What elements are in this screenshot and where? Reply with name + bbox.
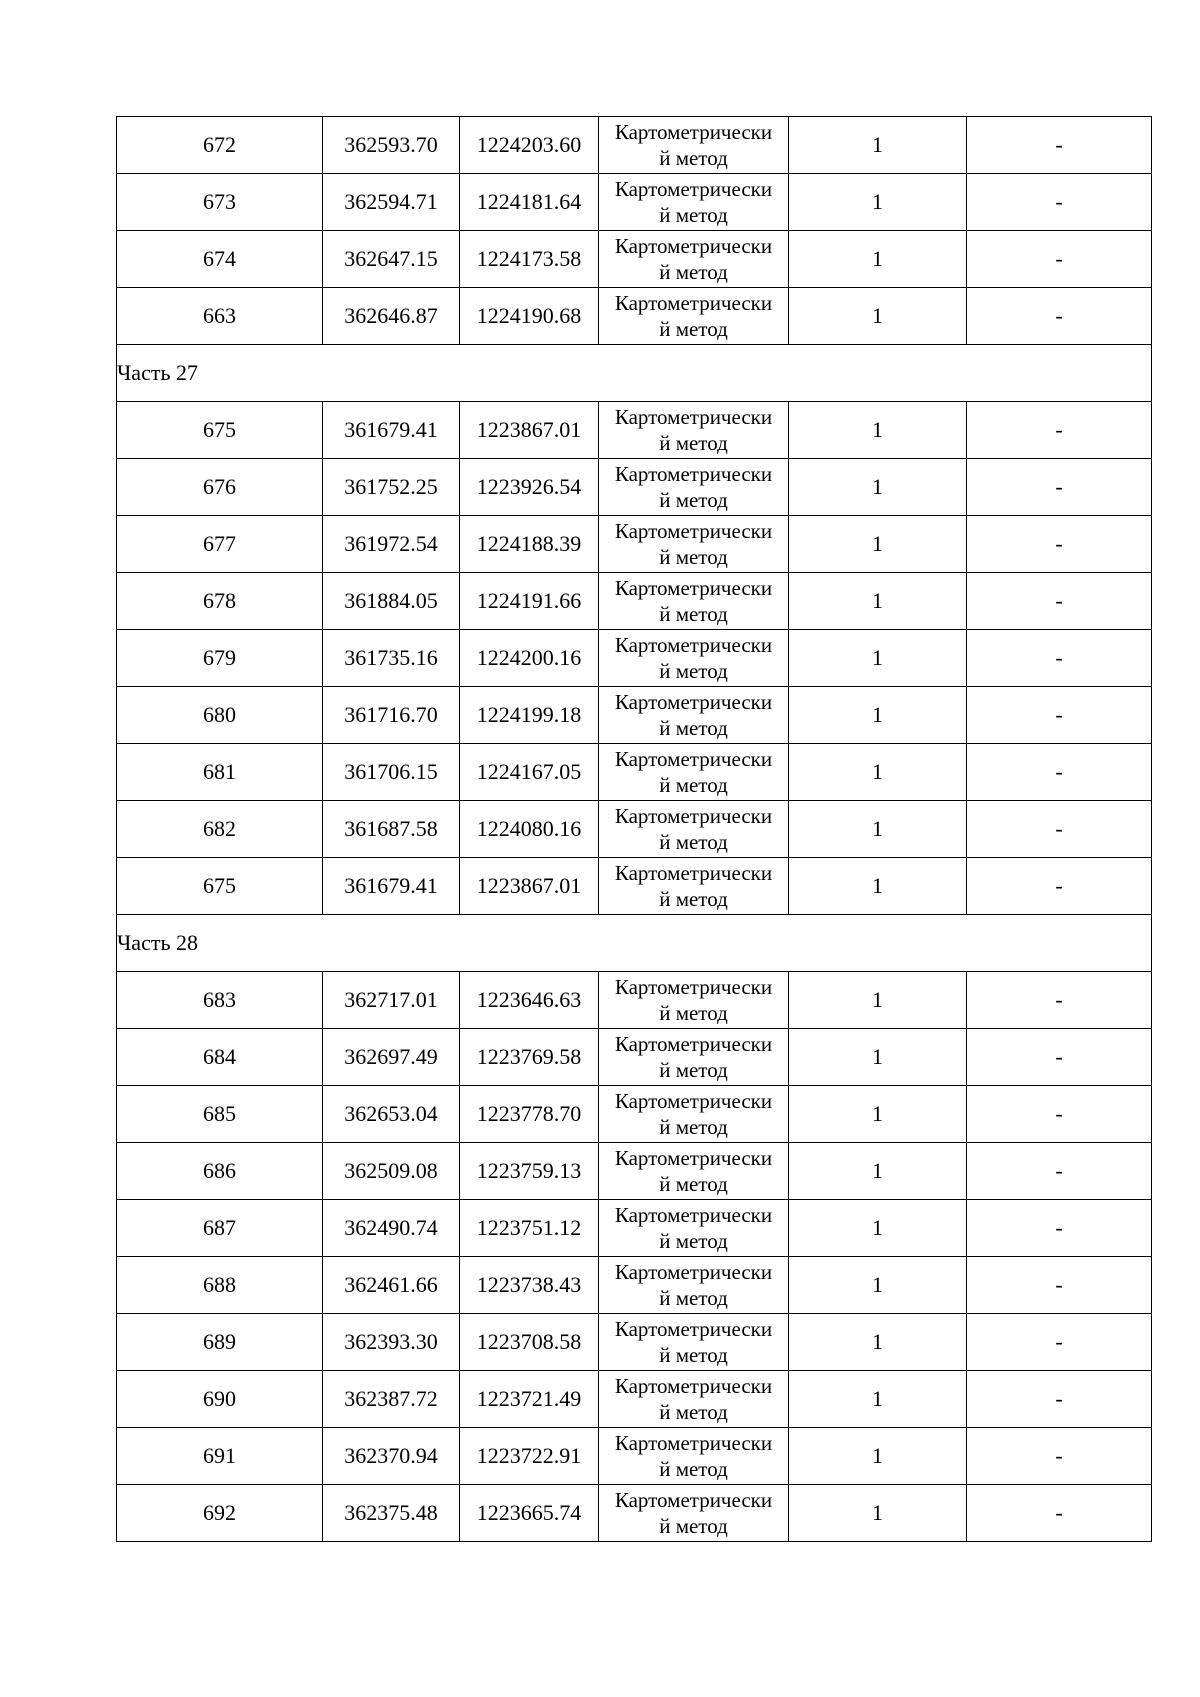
table-row bbox=[117, 117, 1152, 174]
y-coordinate-cell: 1224181.64 bbox=[460, 174, 599, 231]
description-cell: - bbox=[967, 516, 1152, 573]
point-number-cell: 679 bbox=[117, 630, 323, 687]
description-cell: - bbox=[967, 744, 1152, 801]
method-cell: Картометрически й метод bbox=[599, 1428, 789, 1485]
point-number-cell: 675 bbox=[117, 402, 323, 459]
coordinates-table-body bbox=[117, 117, 1152, 1542]
y-coordinate-cell: 1223751.12 bbox=[460, 1200, 599, 1257]
method-cell: Картометрически й метод bbox=[599, 1485, 789, 1542]
method-cell: Картометрически й метод bbox=[599, 117, 789, 174]
point-number-cell: 678 bbox=[117, 573, 323, 630]
table-row bbox=[117, 402, 1152, 459]
accuracy-cell: 1 bbox=[789, 1086, 967, 1143]
y-coordinate-cell: 1224199.18 bbox=[460, 687, 599, 744]
table-row bbox=[117, 1371, 1152, 1428]
method-cell: Картометрически й метод bbox=[599, 174, 789, 231]
y-coordinate-cell: 1223665.74 bbox=[460, 1485, 599, 1542]
accuracy-cell: 1 bbox=[789, 1143, 967, 1200]
description-cell: - bbox=[967, 630, 1152, 687]
point-number-cell: 676 bbox=[117, 459, 323, 516]
description-cell: - bbox=[967, 1200, 1152, 1257]
point-number-cell: 672 bbox=[117, 117, 323, 174]
table-row bbox=[117, 459, 1152, 516]
accuracy-cell: 1 bbox=[789, 231, 967, 288]
point-number-cell: 683 bbox=[117, 972, 323, 1029]
y-coordinate-cell: 1224200.16 bbox=[460, 630, 599, 687]
method-cell: Картометрически й метод bbox=[599, 231, 789, 288]
accuracy-cell: 1 bbox=[789, 459, 967, 516]
description-cell: - bbox=[967, 1029, 1152, 1086]
y-coordinate-cell: 1224190.68 bbox=[460, 288, 599, 345]
method-cell: Картометрически й метод bbox=[599, 459, 789, 516]
accuracy-cell: 1 bbox=[789, 402, 967, 459]
point-number-cell: 684 bbox=[117, 1029, 323, 1086]
accuracy-cell: 1 bbox=[789, 1314, 967, 1371]
method-cell: Картометрически й метод bbox=[599, 630, 789, 687]
x-coordinate-cell: 362375.48 bbox=[323, 1485, 460, 1542]
method-cell: Картометрически й метод bbox=[599, 1086, 789, 1143]
point-number-cell: 674 bbox=[117, 231, 323, 288]
point-number-cell: 685 bbox=[117, 1086, 323, 1143]
y-coordinate-cell: 1223646.63 bbox=[460, 972, 599, 1029]
x-coordinate-cell: 362594.71 bbox=[323, 174, 460, 231]
description-cell: - bbox=[967, 1314, 1152, 1371]
y-coordinate-cell: 1223769.58 bbox=[460, 1029, 599, 1086]
accuracy-cell: 1 bbox=[789, 516, 967, 573]
method-cell: Картометрически й метод bbox=[599, 573, 789, 630]
y-coordinate-cell: 1223778.70 bbox=[460, 1086, 599, 1143]
table-row bbox=[117, 858, 1152, 915]
point-number-cell: 688 bbox=[117, 1257, 323, 1314]
y-coordinate-cell: 1224080.16 bbox=[460, 801, 599, 858]
method-cell: Картометрически й метод bbox=[599, 1200, 789, 1257]
y-coordinate-cell: 1223867.01 bbox=[460, 858, 599, 915]
point-number-cell: 682 bbox=[117, 801, 323, 858]
x-coordinate-cell: 362653.04 bbox=[323, 1086, 460, 1143]
table-row bbox=[117, 1086, 1152, 1143]
accuracy-cell: 1 bbox=[789, 1257, 967, 1314]
table-row bbox=[117, 174, 1152, 231]
method-cell: Картометрически й метод bbox=[599, 402, 789, 459]
description-cell: - bbox=[967, 174, 1152, 231]
point-number-cell: 681 bbox=[117, 744, 323, 801]
description-cell: - bbox=[967, 1485, 1152, 1542]
x-coordinate-cell: 362647.15 bbox=[323, 231, 460, 288]
accuracy-cell: 1 bbox=[789, 1200, 967, 1257]
accuracy-cell: 1 bbox=[789, 573, 967, 630]
method-cell: Картометрически й метод bbox=[599, 801, 789, 858]
x-coordinate-cell: 361752.25 bbox=[323, 459, 460, 516]
table-row bbox=[117, 516, 1152, 573]
x-coordinate-cell: 362593.70 bbox=[323, 117, 460, 174]
table-row bbox=[117, 573, 1152, 630]
method-cell: Картометрически й метод bbox=[599, 858, 789, 915]
x-coordinate-cell: 361884.05 bbox=[323, 573, 460, 630]
description-cell: - bbox=[967, 858, 1152, 915]
y-coordinate-cell: 1224167.05 bbox=[460, 744, 599, 801]
y-coordinate-cell: 1223738.43 bbox=[460, 1257, 599, 1314]
y-coordinate-cell: 1223926.54 bbox=[460, 459, 599, 516]
table-row bbox=[117, 1314, 1152, 1371]
point-number-cell: 663 bbox=[117, 288, 323, 345]
point-number-cell: 677 bbox=[117, 516, 323, 573]
method-cell: Картометрически й метод bbox=[599, 1314, 789, 1371]
y-coordinate-cell: 1223759.13 bbox=[460, 1143, 599, 1200]
method-cell: Картометрически й метод bbox=[599, 744, 789, 801]
part-label: Часть 27 bbox=[117, 345, 1152, 402]
x-coordinate-cell: 361679.41 bbox=[323, 402, 460, 459]
x-coordinate-cell: 361679.41 bbox=[323, 858, 460, 915]
point-number-cell: 692 bbox=[117, 1485, 323, 1542]
description-cell: - bbox=[967, 972, 1152, 1029]
method-cell: Картометрически й метод bbox=[599, 1029, 789, 1086]
description-cell: - bbox=[967, 1371, 1152, 1428]
description-cell: - bbox=[967, 1257, 1152, 1314]
y-coordinate-cell: 1224173.58 bbox=[460, 231, 599, 288]
table-row bbox=[117, 1200, 1152, 1257]
table-row bbox=[117, 744, 1152, 801]
description-cell: - bbox=[967, 1143, 1152, 1200]
part-header-row bbox=[117, 915, 1152, 972]
part-label: Часть 28 bbox=[117, 915, 1152, 972]
y-coordinate-cell: 1223722.91 bbox=[460, 1428, 599, 1485]
x-coordinate-cell: 362461.66 bbox=[323, 1257, 460, 1314]
y-coordinate-cell: 1223867.01 bbox=[460, 402, 599, 459]
description-cell: - bbox=[967, 801, 1152, 858]
description-cell: - bbox=[967, 288, 1152, 345]
x-coordinate-cell: 361735.16 bbox=[323, 630, 460, 687]
x-coordinate-cell: 361716.70 bbox=[323, 687, 460, 744]
point-number-cell: 690 bbox=[117, 1371, 323, 1428]
description-cell: - bbox=[967, 1086, 1152, 1143]
table-row bbox=[117, 1029, 1152, 1086]
description-cell: - bbox=[967, 231, 1152, 288]
x-coordinate-cell: 362717.01 bbox=[323, 972, 460, 1029]
x-coordinate-cell: 362370.94 bbox=[323, 1428, 460, 1485]
method-cell: Картометрически й метод bbox=[599, 1143, 789, 1200]
method-cell: Картометрически й метод bbox=[599, 1371, 789, 1428]
accuracy-cell: 1 bbox=[789, 744, 967, 801]
accuracy-cell: 1 bbox=[789, 1029, 967, 1086]
accuracy-cell: 1 bbox=[789, 801, 967, 858]
table-row bbox=[117, 801, 1152, 858]
x-coordinate-cell: 361972.54 bbox=[323, 516, 460, 573]
accuracy-cell: 1 bbox=[789, 687, 967, 744]
x-coordinate-cell: 362387.72 bbox=[323, 1371, 460, 1428]
method-cell: Картометрически й метод bbox=[599, 972, 789, 1029]
x-coordinate-cell: 362393.30 bbox=[323, 1314, 460, 1371]
x-coordinate-cell: 361687.58 bbox=[323, 801, 460, 858]
accuracy-cell: 1 bbox=[789, 1485, 967, 1542]
method-cell: Картометрически й метод bbox=[599, 1257, 789, 1314]
method-cell: Картометрически й метод bbox=[599, 516, 789, 573]
point-number-cell: 675 bbox=[117, 858, 323, 915]
table-row bbox=[117, 972, 1152, 1029]
accuracy-cell: 1 bbox=[789, 1428, 967, 1485]
y-coordinate-cell: 1224191.66 bbox=[460, 573, 599, 630]
coordinates-table bbox=[116, 116, 1152, 1542]
table-row bbox=[117, 1428, 1152, 1485]
point-number-cell: 680 bbox=[117, 687, 323, 744]
accuracy-cell: 1 bbox=[789, 174, 967, 231]
point-number-cell: 689 bbox=[117, 1314, 323, 1371]
x-coordinate-cell: 362509.08 bbox=[323, 1143, 460, 1200]
accuracy-cell: 1 bbox=[789, 972, 967, 1029]
description-cell: - bbox=[967, 402, 1152, 459]
table-row bbox=[117, 1257, 1152, 1314]
accuracy-cell: 1 bbox=[789, 1371, 967, 1428]
y-coordinate-cell: 1223708.58 bbox=[460, 1314, 599, 1371]
accuracy-cell: 1 bbox=[789, 117, 967, 174]
point-number-cell: 673 bbox=[117, 174, 323, 231]
description-cell: - bbox=[967, 459, 1152, 516]
table-row bbox=[117, 687, 1152, 744]
x-coordinate-cell: 362646.87 bbox=[323, 288, 460, 345]
accuracy-cell: 1 bbox=[789, 630, 967, 687]
description-cell: - bbox=[967, 573, 1152, 630]
description-cell: - bbox=[967, 1428, 1152, 1485]
x-coordinate-cell: 362490.74 bbox=[323, 1200, 460, 1257]
table-row bbox=[117, 630, 1152, 687]
table-row bbox=[117, 288, 1152, 345]
table-row bbox=[117, 1143, 1152, 1200]
description-cell: - bbox=[967, 117, 1152, 174]
y-coordinate-cell: 1224188.39 bbox=[460, 516, 599, 573]
method-cell: Картометрически й метод bbox=[599, 687, 789, 744]
point-number-cell: 687 bbox=[117, 1200, 323, 1257]
point-number-cell: 691 bbox=[117, 1428, 323, 1485]
x-coordinate-cell: 362697.49 bbox=[323, 1029, 460, 1086]
table-row bbox=[117, 1485, 1152, 1542]
accuracy-cell: 1 bbox=[789, 288, 967, 345]
description-cell: - bbox=[967, 687, 1152, 744]
point-number-cell: 686 bbox=[117, 1143, 323, 1200]
accuracy-cell: 1 bbox=[789, 858, 967, 915]
method-cell: Картометрически й метод bbox=[599, 288, 789, 345]
part-header-row bbox=[117, 345, 1152, 402]
table-row bbox=[117, 231, 1152, 288]
x-coordinate-cell: 361706.15 bbox=[323, 744, 460, 801]
y-coordinate-cell: 1224203.60 bbox=[460, 117, 599, 174]
y-coordinate-cell: 1223721.49 bbox=[460, 1371, 599, 1428]
